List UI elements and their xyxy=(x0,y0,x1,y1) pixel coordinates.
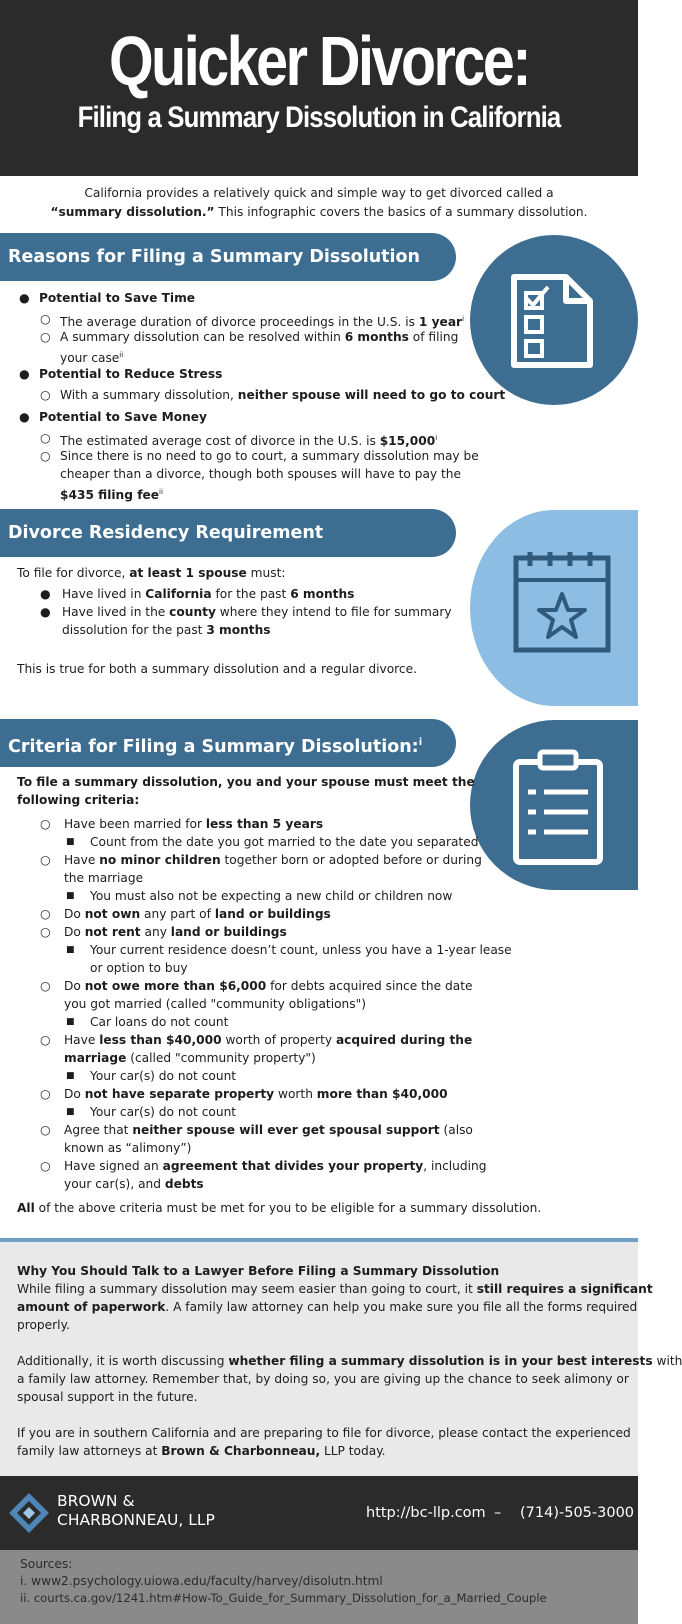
list-item: ○ Have signed an agreement that divides your property, including xyxy=(40,1159,487,1173)
footer-separator: – xyxy=(494,1505,502,1521)
list-item: ○ Have less than $40,000 worth of property acquired during the xyxy=(40,1033,473,1047)
list-item: ■ Count from the date you got married to the date you separated xyxy=(66,835,479,849)
list-item: ● Have lived in California for the past 6 months xyxy=(40,587,355,601)
criteria-heading: Criteria for Filing a Summary Dissolution:$^i$ xyxy=(0,719,456,767)
list-item: ○ With a summary dissolution, neither spouse will need to go to court xyxy=(40,388,506,402)
list-item: ○ The estimated average cost of divorce in the U.S. is $15,000$^i$ xyxy=(40,431,438,449)
source-link[interactable]: ii. courts.ca.gov/1241.htm#How-To_Guide_for_Summary_Dissolution_for_a_Married_Couple xyxy=(20,1591,547,1605)
header xyxy=(0,0,638,176)
list-item: ○ A summary dissolution can be resolved within 6 months of filing xyxy=(40,330,459,344)
intro-text: California provides a relatively quick and simple way to get divorced called a “summary dissolution.” This infographic covers the basics of a summary dissolution. xyxy=(50,186,588,219)
phone-number[interactable]: (714)-505-3000 xyxy=(520,1505,635,1521)
source-link[interactable]: i. www2.psychology.uiowa.edu/faculty/harvey/disolutn.html xyxy=(20,1574,383,1588)
checklist-document-icon xyxy=(470,235,638,405)
criteria-list: To file a summary dissolution, you and your spouse must meet the following criteria: ○ Have been married for less than 5 years ■ Count from the date you got married to the date you separated ○ Have no minor children together born or adopted before or during the marriage ■ You must also not be expecting a new child or children now ○ Do not own any part of land or buildings ○ Do not rent any land or buildings ■ Your current residence doesn’t count, unless you have a 1-year lease or option to buy ○ Do not owe more than $6,000 for debts acquired since the date you got married (called "community obligations") ■ Car loans do not count ○ Have less than $40,000 worth of property acquired during the marriage (called "community property") ■ Your car(s) do not count ○ Do not have separate property worth more than $40,000 ■ Your car(s) do not count ○ Agree that neither spouse will ever get spousal support (also known as “alimony”) ○ Have signed an agreement that divides your property, including your car(s), and debts All of the above criteria must be met for you to be eligible for a summary dissolution. xyxy=(0,773,470,1217)
list-item: ○ Do not own any part of land or buildings xyxy=(40,907,331,921)
page-title: Quicker Divorce: xyxy=(108,22,530,100)
list-item: ○ Do not have separate property worth more than $40,000 xyxy=(40,1087,448,1101)
list-item: ● Potential to Save Money xyxy=(19,410,208,424)
list-item: ○ Have no minor children together born or adopted before or during xyxy=(40,853,482,867)
list-item: ○ Since there is no need to go to court, a summary dissolution may be xyxy=(40,449,479,463)
page-subtitle: Filing a Summary Dissolution in California xyxy=(77,101,561,134)
diamond-logo-icon xyxy=(8,1492,50,1534)
clipboard-list-icon xyxy=(470,720,638,890)
list-item: ■ Your car(s) do not count xyxy=(66,1069,237,1083)
list-item: ● Potential to Reduce Stress xyxy=(19,367,223,381)
list-item: ■ Your car(s) do not count xyxy=(66,1105,237,1119)
list-item: ■ You must also not be expecting a new child or children now xyxy=(66,889,453,903)
lawyer-text: Why You Should Talk to a Lawyer Before Filing a Summary Dissolution While filing a summary dissolution may seem easier than going to court, it still requires a significant amount of paperwork. A family law attorney can help you make sure you file all the forms required properly. Additionally, it is worth discussing whether filing a summary dissolution is in your best interests with a family law attorney. Remember that, by doing so, you are giving up the chance to seek alimony or spousal support in the future. If you are in southern California and are preparing to file for divorce, please contact the experienced family law attorneys at Brown & Charbonneau, LLP today. xyxy=(17,1264,682,1458)
list-item: ● Have lived in the county where they intend to file for summary xyxy=(40,605,452,619)
list-item: ○ Agree that neither spouse will ever get spousal support (also xyxy=(40,1123,473,1137)
list-item: ○ The average duration of divorce proceedings in the U.S. is 1 year$^i$ xyxy=(40,312,465,330)
list-item: ■ Your current residence doesn’t count, unless you have a 1-year lease xyxy=(66,943,512,957)
firm-name: BROWN & CHARBONNEAU, LLP xyxy=(57,1492,215,1529)
list-item: ● Potential to Save Time xyxy=(19,291,196,305)
residency-heading: Divorce Residency Requirement xyxy=(0,509,456,557)
list-item: ○ Do not rent any land or buildings xyxy=(40,925,287,939)
lawyer-heading: Why You Should Talk to a Lawyer Before Filing a Summary Dissolution xyxy=(17,1264,500,1278)
sources: Sources: i. www2.psychology.uiowa.edu/faculty/harvey/disolutn.html ii. courts.ca.gov/1241.htm#How-To_Guide_for_Summary_Dissolution_for_a_Married_Couple xyxy=(0,1550,638,1624)
footer xyxy=(0,1476,638,1550)
list-item: ○ Have been married for less than 5 years xyxy=(40,817,324,831)
list-item: ■ Car loans do not count xyxy=(66,1015,229,1029)
calendar-star-icon xyxy=(470,510,638,706)
residency-list: To file for divorce, at least 1 spouse must: ● Have lived in California for the past 6 months ● Have lived in the county where they intend to file for summary dissolution for the past 3 months This is true for both a summary dissolution and a regular divorce. xyxy=(0,564,470,678)
website-link[interactable]: http://bc-llp.com xyxy=(366,1505,486,1521)
reasons-heading: Reasons for Filing a Summary Dissolution xyxy=(0,233,456,281)
reasons-list: ● Potential to Save Time ○ The average duration of divorce proceedings in the U.S. is 1 year$^i$ ○ A summary dissolution can be resolved within 6 months of filing your case$^{ii}$ ● Potential to Reduce Stress ○ With a summary dissolution, neither spouse will need to go to court ● Potential to Save Money ○ The estimated average cost of divorce in the U.S. is $15,000$^i$ ○ Since there is no need to go to court, a summary dissolution may be cheaper than a divorce, though both spouses will have to pay the $435 filing fee$^{ii}$ xyxy=(0,289,470,501)
list-item: ○ Do not owe more than $6,000 for debts acquired since the date xyxy=(40,979,473,993)
